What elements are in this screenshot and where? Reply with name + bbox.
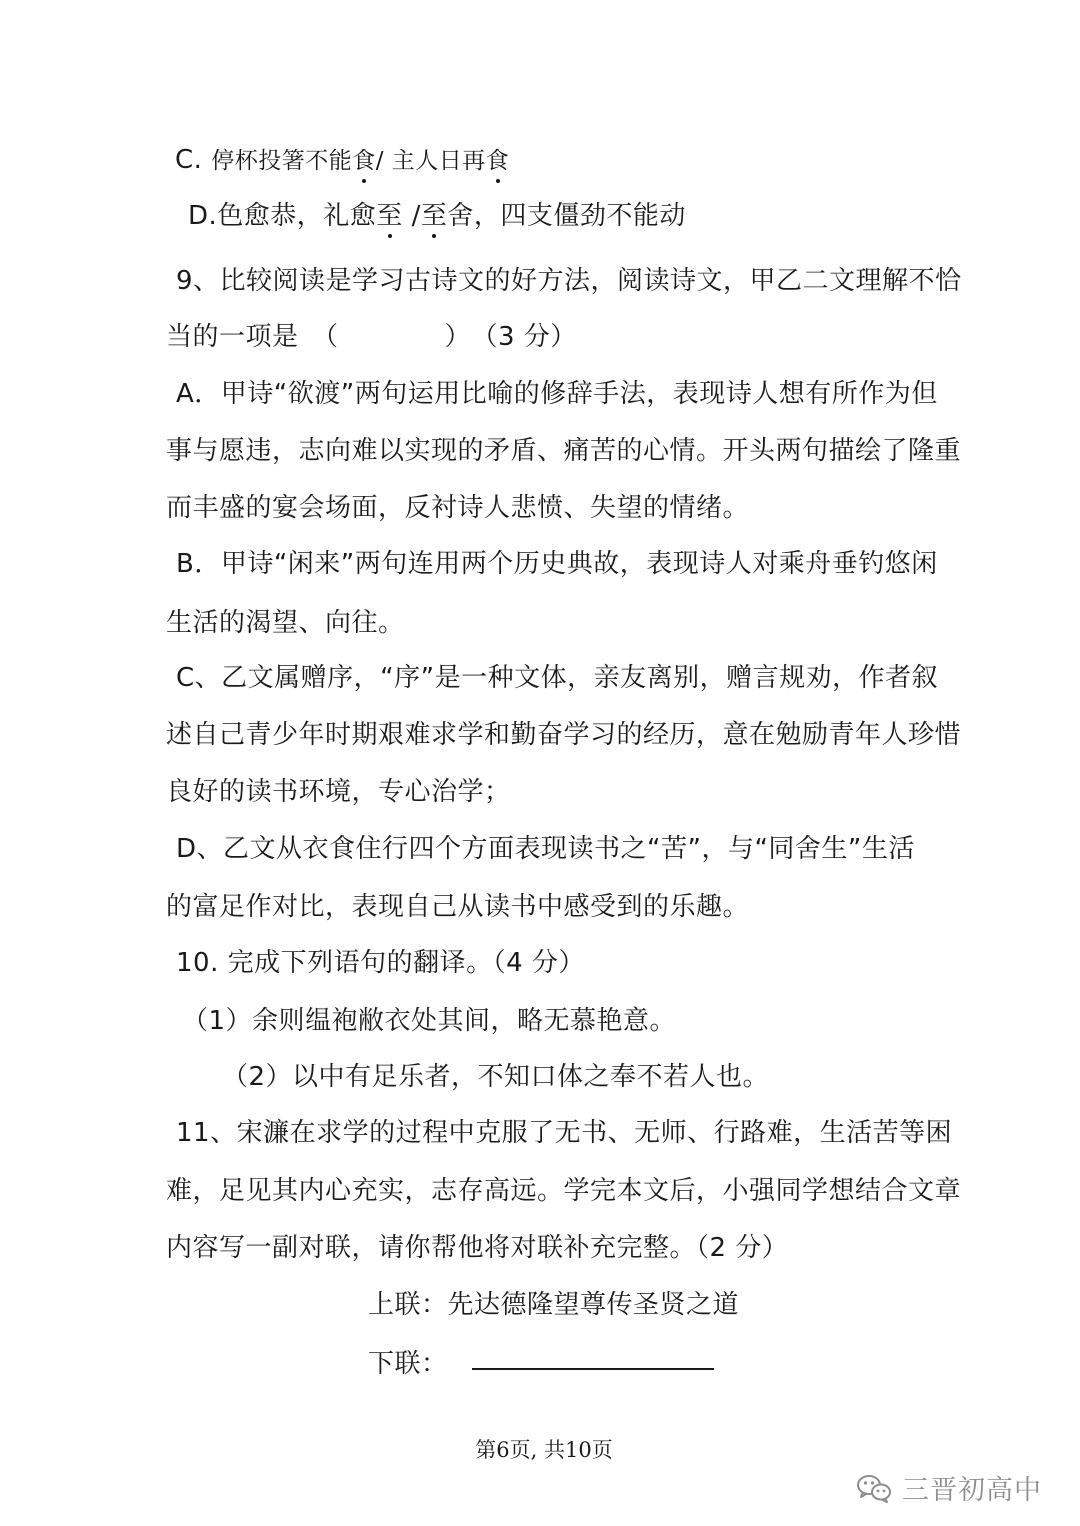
watermark-text: 三晋初高中 bbox=[902, 1475, 1042, 1506]
q10-stem: 10. 完成下列语句的翻译。（4 分） bbox=[176, 948, 585, 978]
q9-option-c-line2: 述自己青少年时期艰难求学和勤奋学习的经历，意在勉励青年人珍惜 bbox=[166, 720, 962, 750]
q11-stem-line2: 难，足见其内心充实，志存高远。学完本文后，小强同学想结合文章 bbox=[166, 1176, 962, 1206]
q9-option-b-line2: 生活的渴望、向往。 bbox=[166, 608, 405, 638]
page-number: 第6页, 共10页 bbox=[475, 1438, 613, 1462]
q9-option-c-line3: 良好的读书环境，专心治学； bbox=[166, 777, 511, 807]
option-d-text: D.色愈恭，礼愈 bbox=[188, 201, 377, 231]
emphasis-char: 至 bbox=[420, 201, 448, 231]
q9-option-a-line3: 而丰盛的宴会场面，反衬诗人悲愤、失望的情绪。 bbox=[166, 493, 750, 523]
q9-option-d-line2: 的富足作对比，表现自己从读书中感受到的乐趣。 bbox=[166, 892, 750, 922]
q11-stem-line3: 内容写一副对联，请你帮他将对联补充完整。（2 分） bbox=[166, 1233, 789, 1263]
couplet-lower-label: 下联： bbox=[368, 1349, 448, 1379]
option-d-text-rest: 舍，四支僵劲不能动 bbox=[447, 201, 686, 231]
q9-option-d-line1: D、乙文从衣食住行四个方面表现读书之“苦”，与“同舍生”生活 bbox=[176, 834, 915, 864]
emphasis-char: 食 bbox=[486, 144, 510, 178]
q9-stem-line1: 9、比较阅读是学习古诗文的好方法，阅读诗文，甲乙二文理解不恰 bbox=[176, 266, 962, 296]
wechat-icon bbox=[856, 1473, 892, 1503]
option-d-line bbox=[188, 199, 686, 233]
q10-item-1: （1）余则缊袍敝衣处其间，略无慕艳意。 bbox=[182, 1006, 677, 1036]
option-c-line bbox=[175, 143, 509, 178]
answer-blank bbox=[472, 1368, 714, 1370]
option-d-separator: / bbox=[402, 201, 421, 231]
couplet-upper: 上联：先达德隆望尊传圣贤之道 bbox=[368, 1290, 740, 1320]
q9-option-c-line1: C、乙文属赠序，“序”是一种文体，亲友离别，赠言规劝，作者叙 bbox=[176, 663, 939, 693]
q9-option-b-line1: B．甲诗“闲来”两句连用两个历史典故，表现诗人对乘舟垂钓悠闲 bbox=[176, 549, 938, 579]
emphasis-char: 食 bbox=[352, 144, 376, 178]
emphasis-char: 至 bbox=[376, 201, 403, 231]
q9-option-a-line2: 事与愿违，志向难以实现的矛盾、痛苦的心情。开头两句描绘了隆重 bbox=[166, 436, 962, 466]
q9-option-a-line1: A．甲诗“欲渡”两句运用比喻的修辞手法，表现诗人想有所作为但 bbox=[176, 379, 938, 409]
watermark bbox=[856, 1468, 1042, 1507]
option-c-prefix: C. bbox=[175, 145, 212, 175]
q11-stem-line1: 11、宋濂在求学的过程中克服了无书、无师、行路难，生活苦等困 bbox=[176, 1118, 953, 1148]
option-c-text: 停杯投箸不能 bbox=[211, 148, 353, 174]
option-c-separator: / 主人日再 bbox=[375, 148, 486, 174]
q9-stem-line2: 当的一项是 （ ） （3 分） bbox=[166, 322, 577, 352]
q10-item-2: （2）以中有足乐者，不知口体之奉不若人也。 bbox=[222, 1062, 770, 1092]
